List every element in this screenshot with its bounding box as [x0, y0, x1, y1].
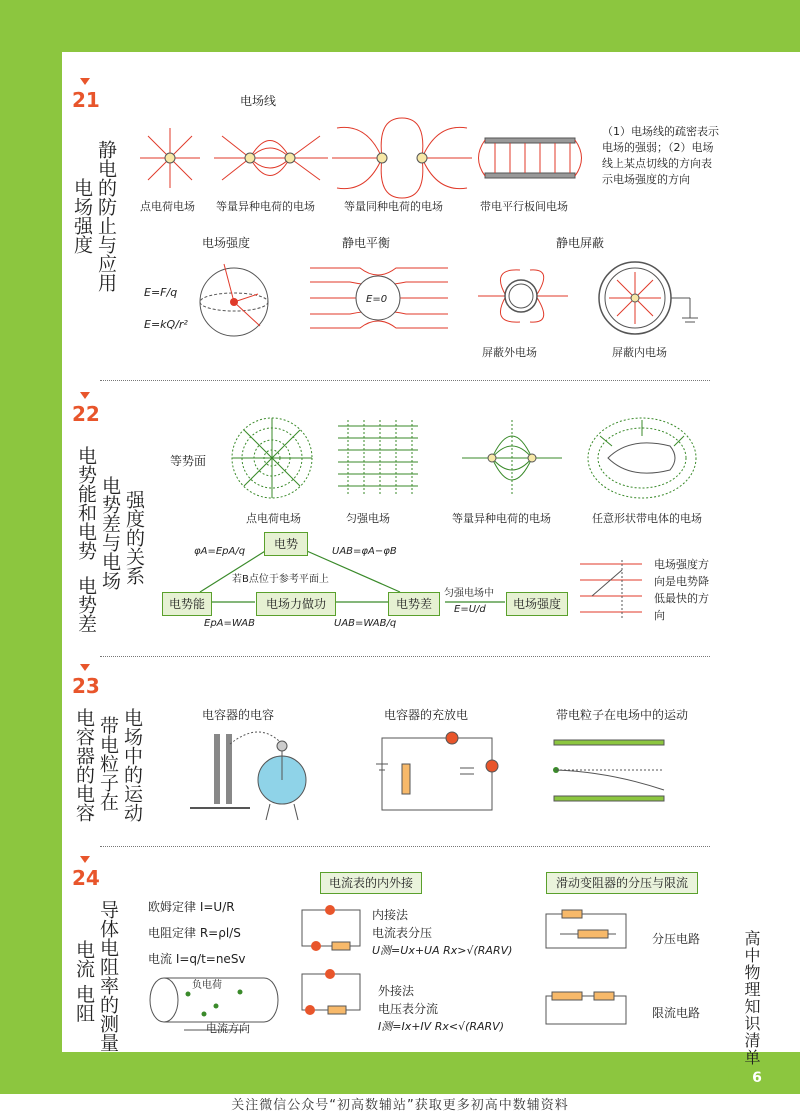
- gradient-note: 电场强度方向是电势降低最快的方向: [654, 558, 709, 622]
- sphere-strength: [200, 264, 268, 336]
- ammeter-circuits: [296, 904, 366, 1024]
- ohm-law: 欧姆定律 I=U/R: [148, 900, 235, 914]
- shield-outside: [478, 270, 568, 322]
- deflection-diagram: [553, 740, 664, 801]
- section-23-title-c: 电场中的运动: [121, 708, 143, 822]
- outer-method-note: 电压表分流: [378, 1002, 439, 1016]
- charging-circuit: [376, 732, 498, 810]
- caption-shield-outside: 屏蔽外电场: [482, 346, 537, 359]
- caption-particle-motion: 带电粒子在电场中的运动: [556, 708, 689, 722]
- divider-circuit-label: 分压电路: [652, 932, 701, 946]
- equip-dipole: [462, 420, 562, 496]
- box-potential: 电势: [264, 532, 308, 556]
- caption-capacitance: 电容器的电容: [202, 708, 275, 722]
- box-potential-energy: 电势能: [162, 592, 212, 616]
- divider-23-24: [100, 846, 710, 847]
- section-number-23: 23: [72, 674, 100, 698]
- section-23-title-a: 电容器的电容: [73, 708, 95, 822]
- section-22-title-a: 电势能和电势: [75, 446, 97, 560]
- strength-label: 电场强度: [202, 236, 251, 250]
- section-22-title-c: 强度的关系: [123, 490, 145, 585]
- caption-like-charges: 等量同种电荷的电场: [344, 200, 443, 213]
- resistance-law: 电阻定律 R=ρl/S: [148, 926, 241, 940]
- gradient-diagram: [578, 556, 648, 622]
- shielding-label: 静电屏蔽: [556, 236, 605, 250]
- negative-charge-label: 负电荷: [192, 980, 222, 991]
- formula-e-kq-r2: E=kQ/r²: [144, 318, 188, 331]
- equilibrium-e0: E=0: [366, 294, 388, 305]
- current-direction-label: 电流方向: [206, 1022, 250, 1035]
- page-number: 6: [728, 1066, 786, 1090]
- section-21-title-a: 静电的防止与应用: [95, 140, 117, 292]
- section-22-title-d: 电势差: [75, 576, 97, 633]
- section-21-title-b: 电场强度: [71, 178, 93, 254]
- section-number-21: 21: [72, 88, 100, 112]
- section-22-title-b: 电势差与电场: [99, 476, 121, 590]
- outer-method: 外接法: [378, 984, 415, 998]
- equip-irregular: [588, 418, 696, 498]
- box-field-strength: 电场强度: [506, 592, 568, 616]
- caption-equip-dipole: 等量异种电荷的电场: [452, 512, 551, 525]
- inner-method: 内接法: [372, 908, 409, 922]
- shield-inside: [599, 262, 698, 334]
- current-formula: 电流 I=q/t=neSv: [148, 952, 246, 966]
- formula-phi: φA=EpA/q: [194, 546, 246, 557]
- inner-method-note: 电流表分压: [372, 926, 433, 940]
- caption-equip-point: 点电荷电场: [246, 512, 301, 525]
- section-marker-22: [80, 392, 90, 399]
- caption-equip-uniform: 匀强电场: [346, 512, 390, 525]
- caption-shield-inside: 屏蔽内电场: [612, 346, 667, 359]
- strength-diagrams: [190, 258, 710, 338]
- section-marker-23: [80, 664, 90, 671]
- capacitor-diagrams: [170, 724, 710, 824]
- point-charge-field: [140, 128, 200, 188]
- electroscope-apparatus: [190, 732, 306, 820]
- opposite-charges-field: [214, 136, 328, 180]
- divider-22-23: [100, 656, 710, 657]
- heading-rheostat: 滑动变阻器的分压与限流: [546, 872, 698, 894]
- reference-note: 若B点位于参考平面上: [232, 574, 329, 585]
- equipotential-diagrams: [230, 416, 710, 504]
- formula-e-f-q: E=F/q: [144, 286, 178, 299]
- uniform-field-note: 匀强电场中: [444, 588, 494, 599]
- inner-method-formula: U测=Ux+UA Rx>√(RARV): [372, 944, 513, 957]
- field-line-note: （1）电场线的疏密表示电场的强弱；（2）电场线上某点切线的方向表示电场强度的方向: [602, 125, 719, 186]
- equipotential-label: 等势面: [170, 454, 207, 468]
- section-23-title-b: 带电粒子在: [97, 716, 119, 811]
- caption-charging: 电容器的充放电: [384, 708, 469, 722]
- heading-ammeter: 电流表的内外接: [320, 872, 422, 894]
- book-title: 高中物理知识清单: [742, 930, 761, 1066]
- section-marker-21: [80, 78, 90, 85]
- formula-ep: EpA=WAB: [204, 618, 255, 629]
- section-marker-24: [80, 856, 90, 863]
- field-lines-label: 电场线: [240, 94, 277, 108]
- box-electric-work: 电场力做功: [256, 592, 336, 616]
- side-margin: [732, 52, 800, 1052]
- section-number-24: 24: [72, 866, 100, 890]
- equip-point: [232, 418, 312, 498]
- divider-21-22: [100, 380, 710, 381]
- limiter-circuit-label: 限流电路: [652, 1006, 701, 1020]
- footer-text: 关注微信公众号“初高数辅站”获取更多初高中数辅资料: [0, 1094, 800, 1114]
- caption-parallel-plates: 带电平行板间电场: [480, 200, 568, 213]
- formula-e-u-d: E=U/d: [454, 604, 486, 615]
- caption-equip-irregular: 任意形状带电体的电场: [592, 512, 702, 525]
- section-number-22: 22: [72, 402, 100, 426]
- formula-uab-w: UAB=WAB/q: [334, 618, 397, 629]
- parallel-plates-field: [479, 138, 582, 178]
- formula-uab: UAB=φA−φB: [332, 546, 397, 557]
- section-24-title-b: 导体电阻率的测量: [97, 900, 119, 1052]
- caption-opposite-charges: 等量异种电荷的电场: [216, 200, 315, 213]
- box-potential-difference: 电势差: [388, 592, 440, 616]
- outer-method-formula: I测=Ix+IV Rx<√(RARV): [378, 1020, 504, 1033]
- like-charges-field: [332, 118, 472, 198]
- section-24-title-a: 电流 电阻: [73, 940, 95, 1023]
- caption-point-charge: 点电荷电场: [140, 200, 195, 213]
- rheostat-circuits: [540, 904, 640, 1034]
- equilibrium-label: 静电平衡: [342, 236, 391, 250]
- equip-uniform: [338, 420, 418, 494]
